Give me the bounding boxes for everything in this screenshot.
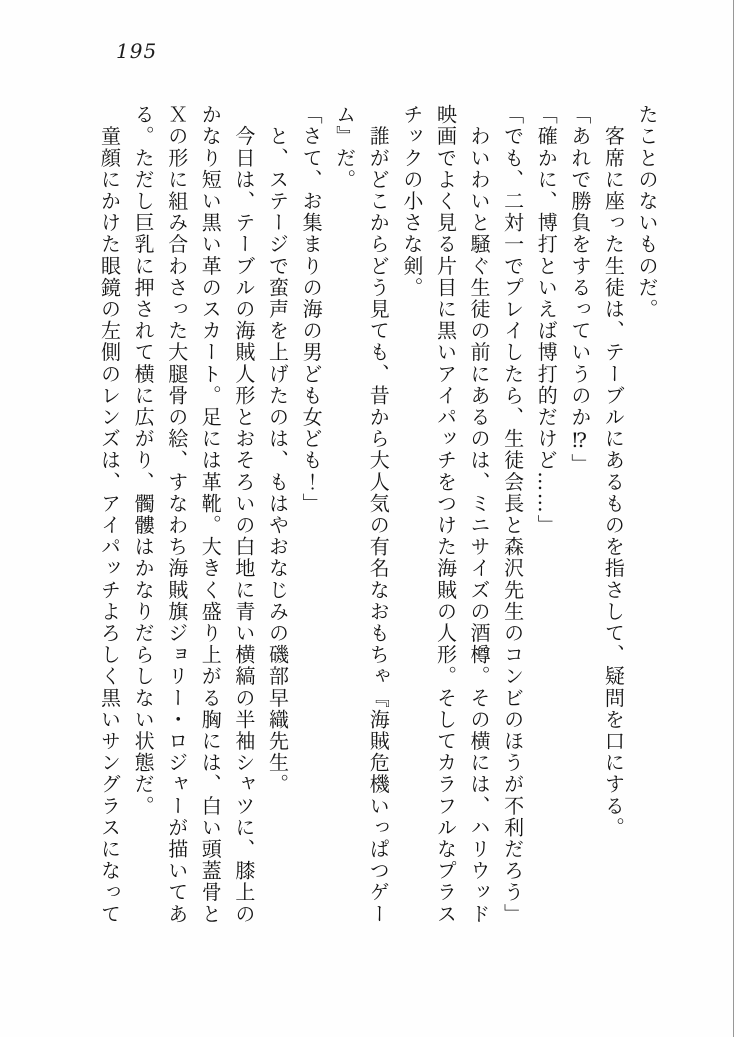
page-number: 195 [116, 39, 158, 63]
text-line: ム』だ。 [332, 104, 357, 191]
text-line: わいわいと騒ぐ生徒の前にあるのは、ミニサイズの酒樽。その横には、ハリウッド [467, 104, 492, 925]
text-line: 「確かに、博打といえば博打的だけど……」 [534, 104, 559, 536]
text-line: と、ステージで蛮声を上げたのは、もはやおなじみの磯部早織先生。 [265, 104, 290, 796]
text-line: 「でも、二対一でプレイしたら、生徒会長と森沢先生のコンビのほうが不利だろう」 [500, 104, 525, 925]
text-line: たことのないものだ。 [635, 104, 659, 320]
text-line: 今日は、テーブルの海賊人形とおそろいの白地に青い横縞の半袖シャツに、膝上の [231, 104, 256, 925]
text-line: 客席に座った生徒は、テーブルにあるものを指さして、疑問を口にする。 [601, 104, 626, 839]
text-line: チックの小さな剣。 [399, 104, 424, 299]
page-edge-line [733, 0, 735, 1037]
text-line: 「あれで勝負をするっていうのか⁉」 [567, 104, 592, 476]
text-line: かなり短い黒い革のスカート。足には革靴。大きく盛り上がる胸には、白い頭蓋骨と [198, 104, 223, 925]
text-line: 「さて、お集まりの海の男ども女ども！」 [299, 104, 324, 515]
text-line: 映画でよく見る片目に黒いアイパッチをつけた海賊の人形。そしてカラフルなプラス [433, 104, 458, 925]
body-text [92, 104, 663, 946]
text-line: る。ただし巨乳に押されて横に広がり、髑髏はかなりだらしない状態だ。 [131, 104, 156, 817]
text-line: Ｘの形に組み合わさった大腿骨の絵、すなわち海賊旗ジョリー・ロジャーが描いてあ [164, 104, 189, 925]
text-line: 誰がどこからどう見ても、昔から大人気の有名なおもちゃ『海賊危機いっぱつゲー [366, 104, 391, 925]
text-line: 童顔にかけた眼鏡の左側のレンズは、アイパッチよろしく黒いサングラスになって [97, 104, 122, 925]
